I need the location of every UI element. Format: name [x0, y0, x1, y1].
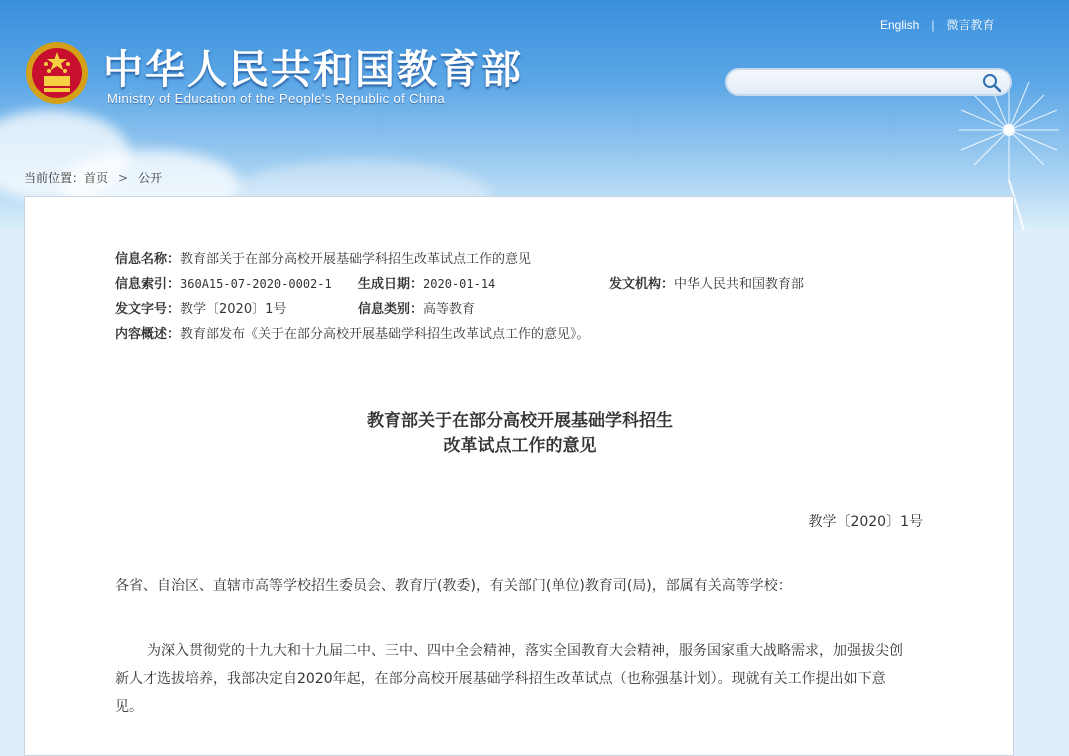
meta-row-summary [115, 322, 590, 347]
org-value: 中华人民共和国教育部 [674, 277, 805, 292]
site-subtitle: Ministry of Education of the People's Republic of China [107, 91, 446, 106]
article-panel [24, 196, 1014, 756]
english-link[interactable]: English [880, 18, 920, 32]
date-value: 2020-01-14 [423, 277, 496, 291]
meta-row-index [115, 272, 805, 297]
breadcrumb-home[interactable]: 首页 [84, 171, 109, 185]
meta-row-name [115, 247, 590, 272]
info-index-value: 360A15-07-2020-0002-1 [180, 277, 332, 291]
search-icon[interactable] [982, 73, 1002, 93]
meta-row-docno [115, 297, 590, 322]
org-label: 发文机构： [609, 277, 675, 292]
category-value: 高等教育 [423, 302, 476, 317]
summary-value: 教育部发布《关于在部分高校开展基础学科招生改革试点工作的意见》。 [180, 327, 590, 342]
info-name-value: 教育部关于在部分高校开展基础学科招生改革试点工作的意见 [180, 252, 532, 267]
doc-number-value: 教学〔2020〕1号 [180, 302, 287, 317]
top-links [880, 16, 995, 33]
category-label: 信息类别： [358, 302, 424, 317]
document-title-line1: 教育部关于在部分高校开展基础学科招生 [367, 411, 673, 431]
date-label: 生成日期： [358, 277, 424, 292]
search-input[interactable] [739, 70, 983, 96]
search-box [725, 68, 1012, 96]
breadcrumb-prefix: 当前位置： [24, 171, 85, 185]
info-metadata [115, 247, 805, 347]
breadcrumb-separator: > [118, 171, 129, 185]
info-index-label: 信息索引： [115, 277, 181, 292]
link-divider: | [931, 18, 935, 32]
breadcrumb [24, 169, 162, 186]
document-title-line2: 改革试点工作的意见 [443, 436, 597, 456]
info-name-label: 信息名称： [115, 252, 181, 267]
summary-label: 内容概述： [115, 327, 181, 342]
doc-number-label: 发文字号： [115, 302, 181, 317]
document-addressee: 各省、自治区、直辖市高等学校招生委员会、教育厅(教委)，有关部门(单位)教育司(局)，部属有关高等学校： [115, 578, 792, 594]
weiyan-link[interactable]: 微言教育 [946, 18, 995, 32]
document-paragraph: 为深入贯彻党的十九大和十九届二中、三中、四中全会精神，落实全国教育大会精神，服务国家重大战略需求，加强拔尖创新人才选拔培养，我部决定自2020年起，在部分高校开展基础学科招生改革试点（也称强基计划）。现就有关工作提出如下意见。 [115, 643, 903, 715]
site-title[interactable]: 中华人民共和国教育部 [103, 47, 523, 93]
document-number: 教学〔2020〕1号 [808, 514, 923, 530]
document-title [25, 409, 1015, 459]
breadcrumb-current[interactable]: 公开 [138, 171, 163, 185]
national-emblem-icon [24, 40, 90, 106]
